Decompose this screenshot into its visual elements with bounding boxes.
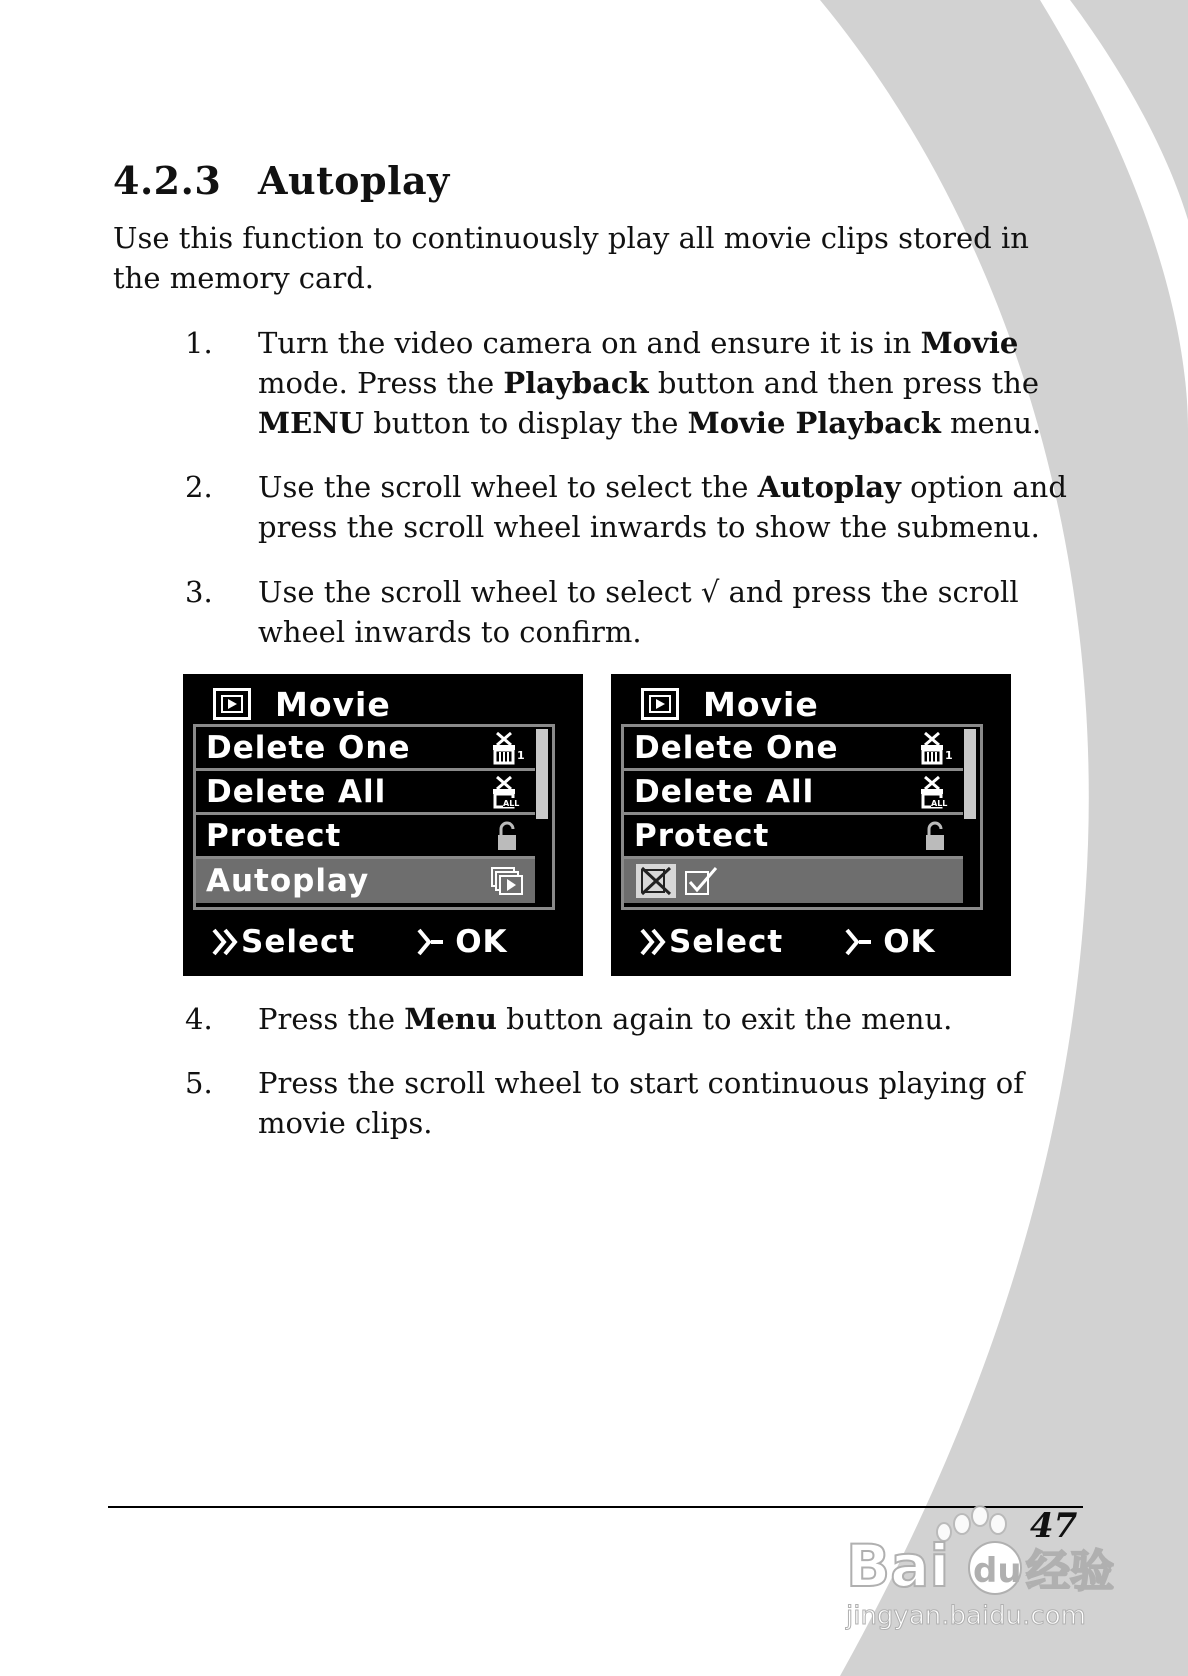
svg-text:Bai: Bai bbox=[846, 1532, 950, 1600]
step-number: 4. bbox=[185, 1002, 213, 1036]
svg-text:经验: 经验 bbox=[1026, 1546, 1114, 1597]
step-number: 2. bbox=[185, 470, 213, 504]
movie-playback-icon bbox=[213, 688, 251, 720]
menu-item-protect: Protect bbox=[196, 815, 535, 859]
trash-all-icon bbox=[917, 775, 953, 809]
cross-icon bbox=[634, 862, 678, 900]
step-3 bbox=[185, 572, 1085, 652]
lcd-title-row bbox=[641, 682, 819, 726]
menu-item-autoplay: Autoplay bbox=[196, 859, 535, 903]
step-5 bbox=[185, 1063, 1085, 1143]
step-text: Use the scroll wheel to select √ and press the scroll wheel inwards to confirm. bbox=[258, 575, 1019, 649]
svg-text:ALL: ALL bbox=[503, 798, 520, 808]
lcd-scrollbar bbox=[964, 729, 976, 905]
autoplay-submenu-row bbox=[624, 859, 963, 903]
baidu-watermark-logo bbox=[840, 1500, 1120, 1640]
step-text: Turn the video camera on and ensure it is in Movie mode. Press the Playback button and then press the MENU button to display the Movie Playback menu. bbox=[258, 326, 1042, 440]
step-text: Press the Menu button again to exit the menu. bbox=[258, 1002, 953, 1036]
menu-item-protect: Protect bbox=[624, 815, 963, 859]
movie-playback-icon bbox=[641, 688, 679, 720]
lcd-title-row bbox=[213, 682, 391, 726]
press-ok-icon bbox=[415, 926, 455, 958]
lcd-menu-list bbox=[621, 724, 983, 910]
scroll-wheel-icon bbox=[211, 926, 241, 958]
step-number: 5. bbox=[185, 1066, 213, 1100]
menu-item-delete-all: Delete All ALL bbox=[196, 771, 535, 815]
lock-icon bbox=[917, 819, 953, 853]
trash-all-icon bbox=[489, 775, 525, 809]
svg-text:1: 1 bbox=[945, 748, 953, 762]
page-number: 47 bbox=[1030, 1506, 1078, 1546]
intro-paragraph: Use this function to continuously play all movie clips stored in the memory card. bbox=[113, 221, 1029, 295]
footer-ok-label: OK bbox=[883, 924, 936, 960]
step-text: Use the scroll wheel to select the Autoplay option and press the scroll wheel inwards to show the submenu. bbox=[258, 470, 1067, 544]
svg-text:jingyan.baidu.com: jingyan.baidu.com bbox=[846, 1601, 1086, 1631]
section-heading bbox=[113, 158, 450, 203]
lcd-screen-autoplay-submenu bbox=[611, 674, 1011, 976]
lcd-footer bbox=[211, 920, 571, 964]
step-1 bbox=[185, 323, 1085, 443]
trash-one-icon bbox=[917, 731, 953, 765]
step-2 bbox=[185, 467, 1085, 547]
step-number: 3. bbox=[185, 575, 213, 609]
step-number: 1. bbox=[185, 326, 213, 360]
lcd-menu-list bbox=[193, 724, 555, 910]
check-icon bbox=[682, 862, 722, 900]
footer-ok-label: OK bbox=[455, 924, 508, 960]
menu-item-delete-all: Delete All ALL bbox=[624, 771, 963, 815]
step-text: Press the scroll wheel to start continuous playing of movie clips. bbox=[258, 1066, 1024, 1140]
footer-select-label: Select bbox=[669, 924, 784, 960]
trash-one-icon bbox=[489, 731, 525, 765]
lcd-footer bbox=[639, 920, 999, 964]
menu-item-delete-one: Delete One 1 bbox=[624, 727, 963, 771]
svg-text:ALL: ALL bbox=[931, 798, 948, 808]
section-title: Autoplay bbox=[258, 158, 450, 203]
lock-icon bbox=[489, 819, 525, 853]
footer-select-label: Select bbox=[241, 924, 356, 960]
lcd-title: Movie bbox=[275, 684, 391, 724]
lcd-scrollbar bbox=[536, 729, 548, 905]
lcd-title: Movie bbox=[703, 684, 819, 724]
svg-text:du: du bbox=[973, 1551, 1022, 1591]
autoplay-icon bbox=[489, 864, 525, 898]
scroll-wheel-icon bbox=[639, 926, 669, 958]
lcd-screen-movie-menu bbox=[183, 674, 583, 976]
svg-text:1: 1 bbox=[517, 748, 525, 762]
press-ok-icon bbox=[843, 926, 883, 958]
section-number: 4.2.3 bbox=[113, 158, 222, 203]
step-4 bbox=[185, 999, 1085, 1039]
menu-item-delete-one: Delete One 1 bbox=[196, 727, 535, 771]
